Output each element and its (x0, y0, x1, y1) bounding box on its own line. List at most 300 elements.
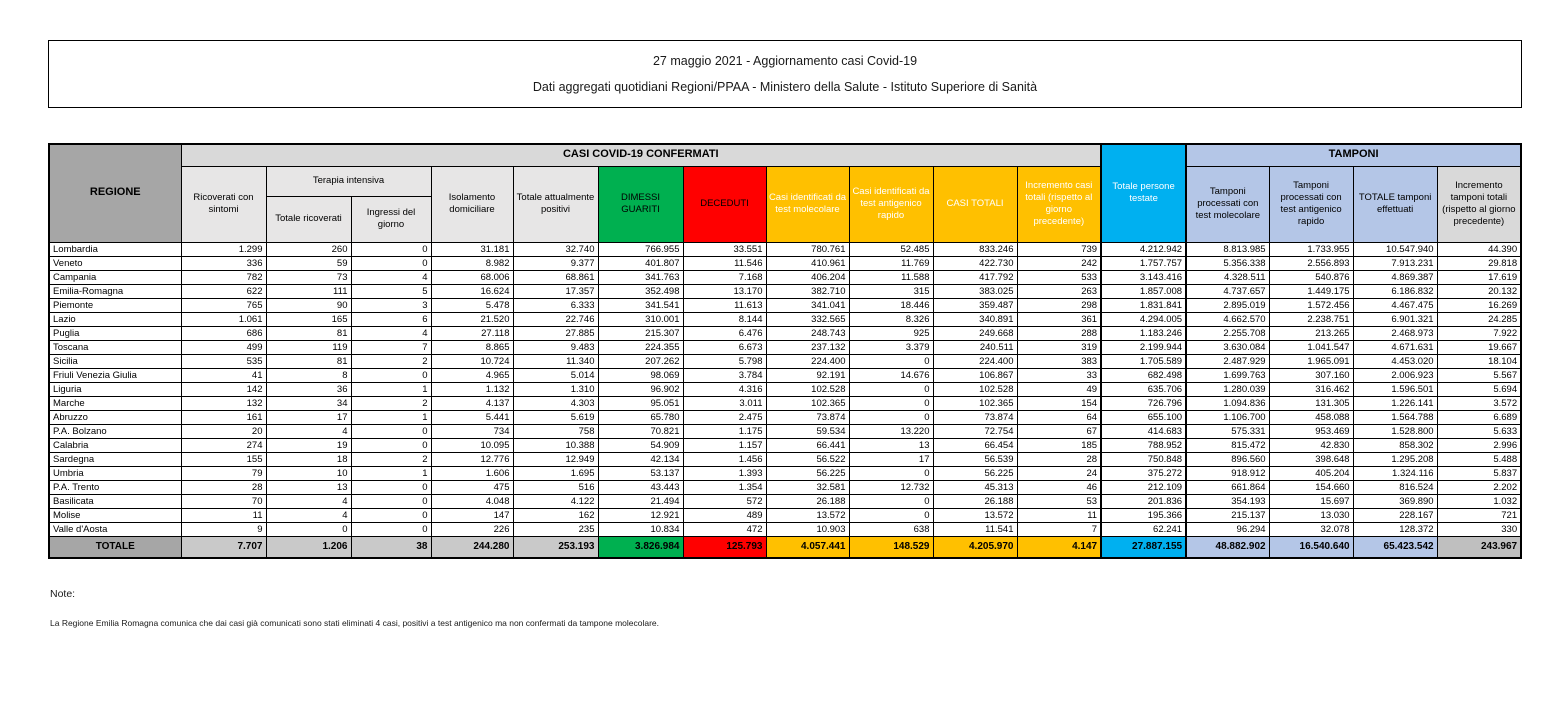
table-row (49, 326, 1521, 340)
cell-incremento_casi: 53 (1017, 494, 1101, 508)
cell-isolamento: 475 (431, 480, 513, 494)
cell-casi_antigenico: 12.732 (849, 480, 933, 494)
cell-tamponi_molecolare: 4.328.511 (1186, 270, 1269, 284)
column-header-casi-totali: CASI TOTALI (933, 166, 1017, 242)
cell-ingressi_giorno: 3 (351, 298, 431, 312)
table-row (49, 284, 1521, 298)
cell-dimessi_guariti: 65.780 (598, 410, 683, 424)
region-name: Calabria (49, 438, 181, 452)
column-header-persone-testate: Totale persone testate (1101, 144, 1186, 242)
cell-ricoverati_sintomi: 499 (181, 340, 266, 354)
cell-attualmente_positivi: 6.333 (513, 298, 598, 312)
cell-attualmente_positivi: 162 (513, 508, 598, 522)
cell-totale_ricoverati: 13 (266, 480, 351, 494)
column-header-tamponi-molecolare: Tamponi processati con test molecolare (1186, 166, 1269, 242)
cell-isolamento: 10.724 (431, 354, 513, 368)
cell-tamponi_molecolare: 8.813.985 (1186, 242, 1269, 256)
cell-tamponi_antigenico: 42.830 (1269, 438, 1353, 452)
cell-deceduti: 13.170 (683, 284, 766, 298)
column-header-isolamento: Isolamento domiciliare (431, 166, 513, 242)
table-row (49, 270, 1521, 284)
cell-incremento_tamponi: 17.619 (1437, 270, 1521, 284)
cell-casi_antigenico: 638 (849, 522, 933, 536)
region-name: Abruzzo (49, 410, 181, 424)
cell-ingressi_giorno: 4 (351, 270, 431, 284)
cell-isolamento: 5.441 (431, 410, 513, 424)
column-header-regione: REGIONE (49, 144, 181, 242)
cell-casi_totali: 359.487 (933, 298, 1017, 312)
totale-cell-ricoverati_sintomi: 7.707 (181, 536, 266, 558)
cell-isolamento: 734 (431, 424, 513, 438)
region-name: Lombardia (49, 242, 181, 256)
cell-casi_totali: 66.454 (933, 438, 1017, 452)
report-title: 27 maggio 2021 - Aggiornamento casi Covid-19 (652, 53, 918, 68)
cell-attualmente_positivi: 758 (513, 424, 598, 438)
cell-deceduti: 3.784 (683, 368, 766, 382)
cell-ricoverati_sintomi: 622 (181, 284, 266, 298)
table-row (49, 382, 1521, 396)
cell-dimessi_guariti: 54.909 (598, 438, 683, 452)
table-row (49, 256, 1521, 270)
cell-tamponi_antigenico: 1.965.091 (1269, 354, 1353, 368)
totale-cell-incremento_casi: 4.147 (1017, 536, 1101, 558)
cell-ingressi_giorno: 0 (351, 438, 431, 452)
cell-casi_totali: 72.754 (933, 424, 1017, 438)
cell-casi_totali: 422.730 (933, 256, 1017, 270)
table-row (49, 438, 1521, 452)
cell-casi_totali: 26.188 (933, 494, 1017, 508)
cell-casi_molecolare: 56.522 (766, 452, 849, 466)
table-row (49, 452, 1521, 466)
cell-dimessi_guariti: 21.494 (598, 494, 683, 508)
cell-totale_tamponi: 858.302 (1353, 438, 1437, 452)
totale-cell-persone_testate: 27.887.155 (1101, 536, 1186, 558)
cell-casi_antigenico: 3.379 (849, 340, 933, 354)
cell-tamponi_antigenico: 953.469 (1269, 424, 1353, 438)
cell-attualmente_positivi: 235 (513, 522, 598, 536)
cell-casi_molecolare: 102.528 (766, 382, 849, 396)
region-name: Puglia (49, 326, 181, 340)
cell-totale_tamponi: 4.671.631 (1353, 340, 1437, 354)
cell-ingressi_giorno: 1 (351, 382, 431, 396)
cell-totale_tamponi: 1.564.788 (1353, 410, 1437, 424)
cell-incremento_tamponi: 5.567 (1437, 368, 1521, 382)
totale-cell-totale_ricoverati: 1.206 (266, 536, 351, 558)
cell-persone_testate: 3.143.416 (1101, 270, 1186, 284)
cell-tamponi_antigenico: 13.030 (1269, 508, 1353, 522)
cell-casi_totali: 417.792 (933, 270, 1017, 284)
cell-tamponi_antigenico: 15.697 (1269, 494, 1353, 508)
region-name: Veneto (49, 256, 181, 270)
cell-isolamento: 12.776 (431, 452, 513, 466)
cell-tamponi_molecolare: 1.106.700 (1186, 410, 1269, 424)
column-header-attualmente-positivi: Totale attualmente positivi (513, 166, 598, 242)
cell-tamponi_antigenico: 2.238.751 (1269, 312, 1353, 326)
notes-body: La Regione Emilia Romagna comunica che dai casi già comunicati sono stati eliminati 4 casi, positivi a test antigenico ma non confermati da tampone molecolare. (50, 618, 660, 628)
cell-ingressi_giorno: 1 (351, 410, 431, 424)
totale-cell-dimessi_guariti: 3.826.984 (598, 536, 683, 558)
cell-totale_ricoverati: 81 (266, 326, 351, 340)
cell-casi_totali: 340.891 (933, 312, 1017, 326)
cell-incremento_tamponi: 330 (1437, 522, 1521, 536)
cell-ricoverati_sintomi: 155 (181, 452, 266, 466)
cell-ingressi_giorno: 0 (351, 424, 431, 438)
cell-casi_antigenico: 0 (849, 396, 933, 410)
cell-isolamento: 5.478 (431, 298, 513, 312)
cell-totale_ricoverati: 81 (266, 354, 351, 368)
cell-casi_totali: 45.313 (933, 480, 1017, 494)
cell-deceduti: 11.546 (683, 256, 766, 270)
cell-attualmente_positivi: 9.377 (513, 256, 598, 270)
cell-incremento_casi: 319 (1017, 340, 1101, 354)
cell-casi_totali: 240.511 (933, 340, 1017, 354)
group-header-tamponi: TAMPONI (1186, 144, 1521, 166)
column-header-incremento-tamponi: Incremento tamponi totali (rispetto al giorno precedente) (1437, 166, 1521, 242)
cell-dimessi_guariti: 96.902 (598, 382, 683, 396)
cell-tamponi_molecolare: 2.487.929 (1186, 354, 1269, 368)
column-header-ricoverati-sintomi: Ricoverati con sintomi (181, 166, 266, 242)
cell-attualmente_positivi: 4.303 (513, 396, 598, 410)
title-box (48, 40, 1522, 108)
cell-ricoverati_sintomi: 11 (181, 508, 266, 522)
cell-totale_tamponi: 6.901.321 (1353, 312, 1437, 326)
cell-dimessi_guariti: 53.137 (598, 466, 683, 480)
cell-tamponi_molecolare: 3.630.084 (1186, 340, 1269, 354)
cell-deceduti: 7.168 (683, 270, 766, 284)
cell-incremento_casi: 383 (1017, 354, 1101, 368)
cell-tamponi_molecolare: 4.662.570 (1186, 312, 1269, 326)
cell-deceduti: 8.144 (683, 312, 766, 326)
cell-casi_antigenico: 925 (849, 326, 933, 340)
cell-totale_ricoverati: 73 (266, 270, 351, 284)
cell-dimessi_guariti: 12.921 (598, 508, 683, 522)
cell-deceduti: 472 (683, 522, 766, 536)
cell-tamponi_molecolare: 918.912 (1186, 466, 1269, 480)
cell-incremento_casi: 64 (1017, 410, 1101, 424)
cell-tamponi_molecolare: 661.864 (1186, 480, 1269, 494)
cell-ricoverati_sintomi: 28 (181, 480, 266, 494)
cell-tamponi_molecolare: 2.895.019 (1186, 298, 1269, 312)
cell-totale_tamponi: 4.467.475 (1353, 298, 1437, 312)
totale-cell-deceduti: 125.793 (683, 536, 766, 558)
cell-attualmente_positivi: 12.949 (513, 452, 598, 466)
totale-label: TOTALE (49, 536, 181, 558)
cell-isolamento: 1.606 (431, 466, 513, 480)
cell-totale_ricoverati: 4 (266, 508, 351, 522)
cell-incremento_casi: 46 (1017, 480, 1101, 494)
cell-incremento_casi: 24 (1017, 466, 1101, 480)
cell-incremento_tamponi: 5.633 (1437, 424, 1521, 438)
cell-persone_testate: 788.952 (1101, 438, 1186, 452)
cell-dimessi_guariti: 98.069 (598, 368, 683, 382)
cell-incremento_tamponi: 24.285 (1437, 312, 1521, 326)
region-name: Valle d'Aosta (49, 522, 181, 536)
cell-isolamento: 226 (431, 522, 513, 536)
region-name: Toscana (49, 340, 181, 354)
cell-persone_testate: 1.857.008 (1101, 284, 1186, 298)
cell-tamponi_antigenico: 1.041.547 (1269, 340, 1353, 354)
cell-tamponi_antigenico: 1.449.175 (1269, 284, 1353, 298)
cell-persone_testate: 414.683 (1101, 424, 1186, 438)
totale-cell-tamponi_molecolare: 48.882.902 (1186, 536, 1269, 558)
cell-incremento_casi: 11 (1017, 508, 1101, 522)
cell-totale_tamponi: 10.547.940 (1353, 242, 1437, 256)
cell-isolamento: 10.095 (431, 438, 513, 452)
cell-casi_antigenico: 0 (849, 354, 933, 368)
totale-cell-attualmente_positivi: 253.193 (513, 536, 598, 558)
column-header-incremento-casi: Incremento casi totali (rispetto al giorno precedente) (1017, 166, 1101, 242)
cell-attualmente_positivi: 10.388 (513, 438, 598, 452)
cell-ingressi_giorno: 0 (351, 256, 431, 270)
cell-tamponi_antigenico: 307.160 (1269, 368, 1353, 382)
cell-casi_antigenico: 52.485 (849, 242, 933, 256)
cell-casi_molecolare: 59.534 (766, 424, 849, 438)
cell-totale_ricoverati: 17 (266, 410, 351, 424)
cell-isolamento: 27.118 (431, 326, 513, 340)
cell-casi_antigenico: 13 (849, 438, 933, 452)
cell-dimessi_guariti: 766.955 (598, 242, 683, 256)
cell-ricoverati_sintomi: 132 (181, 396, 266, 410)
cell-casi_molecolare: 780.761 (766, 242, 849, 256)
table-row (49, 312, 1521, 326)
cell-casi_totali: 73.874 (933, 410, 1017, 424)
cell-dimessi_guariti: 70.821 (598, 424, 683, 438)
table-row (49, 242, 1521, 256)
cell-tamponi_antigenico: 1.572.456 (1269, 298, 1353, 312)
cell-incremento_tamponi: 44.390 (1437, 242, 1521, 256)
table-row (49, 396, 1521, 410)
cell-ingressi_giorno: 2 (351, 354, 431, 368)
region-name: Molise (49, 508, 181, 522)
cell-casi_molecolare: 382.710 (766, 284, 849, 298)
cell-incremento_casi: 739 (1017, 242, 1101, 256)
cell-persone_testate: 682.498 (1101, 368, 1186, 382)
cell-totale_ricoverati: 8 (266, 368, 351, 382)
totale-cell-isolamento: 244.280 (431, 536, 513, 558)
cell-attualmente_positivi: 1.310 (513, 382, 598, 396)
cell-totale_ricoverati: 260 (266, 242, 351, 256)
cell-isolamento: 4.048 (431, 494, 513, 508)
cell-ricoverati_sintomi: 535 (181, 354, 266, 368)
cell-deceduti: 1.354 (683, 480, 766, 494)
cell-ingressi_giorno: 6 (351, 312, 431, 326)
cell-casi_antigenico: 18.446 (849, 298, 933, 312)
cell-ingressi_giorno: 0 (351, 508, 431, 522)
cell-incremento_tamponi: 2.996 (1437, 438, 1521, 452)
cell-incremento_tamponi: 20.132 (1437, 284, 1521, 298)
cell-ricoverati_sintomi: 20 (181, 424, 266, 438)
column-header-dimessi-guariti: DIMESSI GUARITI (598, 166, 683, 242)
region-name: Piemonte (49, 298, 181, 312)
cell-incremento_casi: 298 (1017, 298, 1101, 312)
cell-ricoverati_sintomi: 161 (181, 410, 266, 424)
cell-casi_molecolare: 66.441 (766, 438, 849, 452)
region-name: Umbria (49, 466, 181, 480)
cell-casi_totali: 383.025 (933, 284, 1017, 298)
totale-cell-totale_tamponi: 65.423.542 (1353, 536, 1437, 558)
cell-incremento_tamponi: 721 (1437, 508, 1521, 522)
totale-cell-tamponi_antigenico: 16.540.640 (1269, 536, 1353, 558)
cell-incremento_tamponi: 5.694 (1437, 382, 1521, 396)
cell-totale_ricoverati: 59 (266, 256, 351, 270)
cell-persone_testate: 1.831.841 (1101, 298, 1186, 312)
cell-attualmente_positivi: 11.340 (513, 354, 598, 368)
cell-incremento_casi: 263 (1017, 284, 1101, 298)
cell-tamponi_antigenico: 154.660 (1269, 480, 1353, 494)
cell-casi_totali: 56.225 (933, 466, 1017, 480)
cell-ricoverati_sintomi: 1.299 (181, 242, 266, 256)
cell-totale_tamponi: 228.167 (1353, 508, 1437, 522)
cell-totale_ricoverati: 19 (266, 438, 351, 452)
cell-ricoverati_sintomi: 686 (181, 326, 266, 340)
cell-persone_testate: 655.100 (1101, 410, 1186, 424)
cell-casi_molecolare: 248.743 (766, 326, 849, 340)
cell-incremento_tamponi: 29.818 (1437, 256, 1521, 270)
cell-tamponi_antigenico: 2.556.893 (1269, 256, 1353, 270)
cell-casi_totali: 106.867 (933, 368, 1017, 382)
cell-persone_testate: 1.757.757 (1101, 256, 1186, 270)
cell-persone_testate: 750.848 (1101, 452, 1186, 466)
cell-isolamento: 16.624 (431, 284, 513, 298)
cell-casi_totali: 56.539 (933, 452, 1017, 466)
cell-tamponi_molecolare: 2.255.708 (1186, 326, 1269, 340)
region-name: Lazio (49, 312, 181, 326)
cell-tamponi_antigenico: 213.265 (1269, 326, 1353, 340)
cell-deceduti: 2.475 (683, 410, 766, 424)
cell-totale_tamponi: 1.528.800 (1353, 424, 1437, 438)
cell-tamponi_molecolare: 1.094.836 (1186, 396, 1269, 410)
cell-persone_testate: 635.706 (1101, 382, 1186, 396)
table-header (49, 144, 1521, 242)
cell-ricoverati_sintomi: 274 (181, 438, 266, 452)
cell-attualmente_positivi: 5.619 (513, 410, 598, 424)
cell-totale_ricoverati: 90 (266, 298, 351, 312)
cell-totale_tamponi: 4.869.387 (1353, 270, 1437, 284)
cell-incremento_casi: 28 (1017, 452, 1101, 466)
cell-deceduti: 572 (683, 494, 766, 508)
totale-cell-ingressi_giorno: 38 (351, 536, 431, 558)
cell-incremento_casi: 533 (1017, 270, 1101, 284)
cell-tamponi_molecolare: 815.472 (1186, 438, 1269, 452)
cell-ingressi_giorno: 2 (351, 452, 431, 466)
cell-totale_tamponi: 2.006.923 (1353, 368, 1437, 382)
table-row (49, 340, 1521, 354)
cell-incremento_casi: 185 (1017, 438, 1101, 452)
cell-incremento_tamponi: 16.269 (1437, 298, 1521, 312)
region-name: Emilia-Romagna (49, 284, 181, 298)
cell-ricoverati_sintomi: 1.061 (181, 312, 266, 326)
column-header-totale-ricoverati: Totale ricoverati (266, 196, 351, 242)
region-name: Sicilia (49, 354, 181, 368)
notes-section (50, 588, 1520, 628)
cell-totale_ricoverati: 34 (266, 396, 351, 410)
table-row (49, 480, 1521, 494)
cell-tamponi_antigenico: 540.876 (1269, 270, 1353, 284)
cell-casi_molecolare: 13.572 (766, 508, 849, 522)
cell-attualmente_positivi: 5.014 (513, 368, 598, 382)
cell-totale_tamponi: 4.453.020 (1353, 354, 1437, 368)
cell-tamponi_molecolare: 575.331 (1186, 424, 1269, 438)
cell-casi_molecolare: 26.188 (766, 494, 849, 508)
cell-tamponi_molecolare: 896.560 (1186, 452, 1269, 466)
table-row (49, 522, 1521, 536)
cell-ricoverati_sintomi: 782 (181, 270, 266, 284)
cell-isolamento: 1.132 (431, 382, 513, 396)
cell-attualmente_positivi: 22.746 (513, 312, 598, 326)
cell-deceduti: 4.316 (683, 382, 766, 396)
cell-totale_tamponi: 6.186.832 (1353, 284, 1437, 298)
cell-casi_antigenico: 8.326 (849, 312, 933, 326)
cell-tamponi_antigenico: 32.078 (1269, 522, 1353, 536)
cell-tamponi_molecolare: 354.193 (1186, 494, 1269, 508)
table-row (49, 298, 1521, 312)
cell-incremento_tamponi: 5.488 (1437, 452, 1521, 466)
cell-ingressi_giorno: 0 (351, 368, 431, 382)
cell-casi_antigenico: 11.769 (849, 256, 933, 270)
cell-deceduti: 6.673 (683, 340, 766, 354)
cell-dimessi_guariti: 43.443 (598, 480, 683, 494)
cell-ricoverati_sintomi: 765 (181, 298, 266, 312)
cell-casi_antigenico: 11.588 (849, 270, 933, 284)
cell-casi_antigenico: 14.676 (849, 368, 933, 382)
cell-incremento_tamponi: 2.202 (1437, 480, 1521, 494)
cell-incremento_casi: 67 (1017, 424, 1101, 438)
cell-attualmente_positivi: 4.122 (513, 494, 598, 508)
totale-cell-incremento_tamponi: 243.967 (1437, 536, 1521, 558)
cell-ingressi_giorno: 4 (351, 326, 431, 340)
cell-casi_antigenico: 13.220 (849, 424, 933, 438)
cell-incremento_casi: 154 (1017, 396, 1101, 410)
column-header-casi-antigenico: Casi identificati da test antigenico rapido (849, 166, 933, 242)
cell-casi_totali: 102.528 (933, 382, 1017, 396)
cell-isolamento: 4.137 (431, 396, 513, 410)
cell-totale_tamponi: 7.913.231 (1353, 256, 1437, 270)
cell-persone_testate: 726.796 (1101, 396, 1186, 410)
cell-casi_totali: 102.365 (933, 396, 1017, 410)
cell-ricoverati_sintomi: 336 (181, 256, 266, 270)
cell-casi_antigenico: 0 (849, 466, 933, 480)
cell-casi_molecolare: 102.365 (766, 396, 849, 410)
region-name: Sardegna (49, 452, 181, 466)
cell-dimessi_guariti: 42.134 (598, 452, 683, 466)
cell-tamponi_antigenico: 398.648 (1269, 452, 1353, 466)
cell-incremento_casi: 242 (1017, 256, 1101, 270)
cell-casi_molecolare: 410.961 (766, 256, 849, 270)
group-header-terapia-intensiva: Terapia intensiva (266, 166, 431, 196)
cell-totale_ricoverati: 10 (266, 466, 351, 480)
covid-data-table (48, 143, 1522, 559)
cell-casi_molecolare: 32.581 (766, 480, 849, 494)
cell-casi_antigenico: 0 (849, 508, 933, 522)
totale-cell-casi_totali: 4.205.970 (933, 536, 1017, 558)
cell-incremento_casi: 49 (1017, 382, 1101, 396)
cell-deceduti: 1.175 (683, 424, 766, 438)
cell-deceduti: 1.157 (683, 438, 766, 452)
totale-row (49, 536, 1521, 558)
cell-ingressi_giorno: 0 (351, 242, 431, 256)
cell-deceduti: 3.011 (683, 396, 766, 410)
table-row (49, 368, 1521, 382)
cell-deceduti: 1.393 (683, 466, 766, 480)
cell-totale_ricoverati: 4 (266, 424, 351, 438)
cell-totale_tamponi: 1.226.141 (1353, 396, 1437, 410)
cell-ricoverati_sintomi: 142 (181, 382, 266, 396)
cell-totale_ricoverati: 119 (266, 340, 351, 354)
cell-ingressi_giorno: 7 (351, 340, 431, 354)
cell-totale_tamponi: 816.524 (1353, 480, 1437, 494)
table-body (49, 242, 1521, 558)
cell-persone_testate: 195.366 (1101, 508, 1186, 522)
